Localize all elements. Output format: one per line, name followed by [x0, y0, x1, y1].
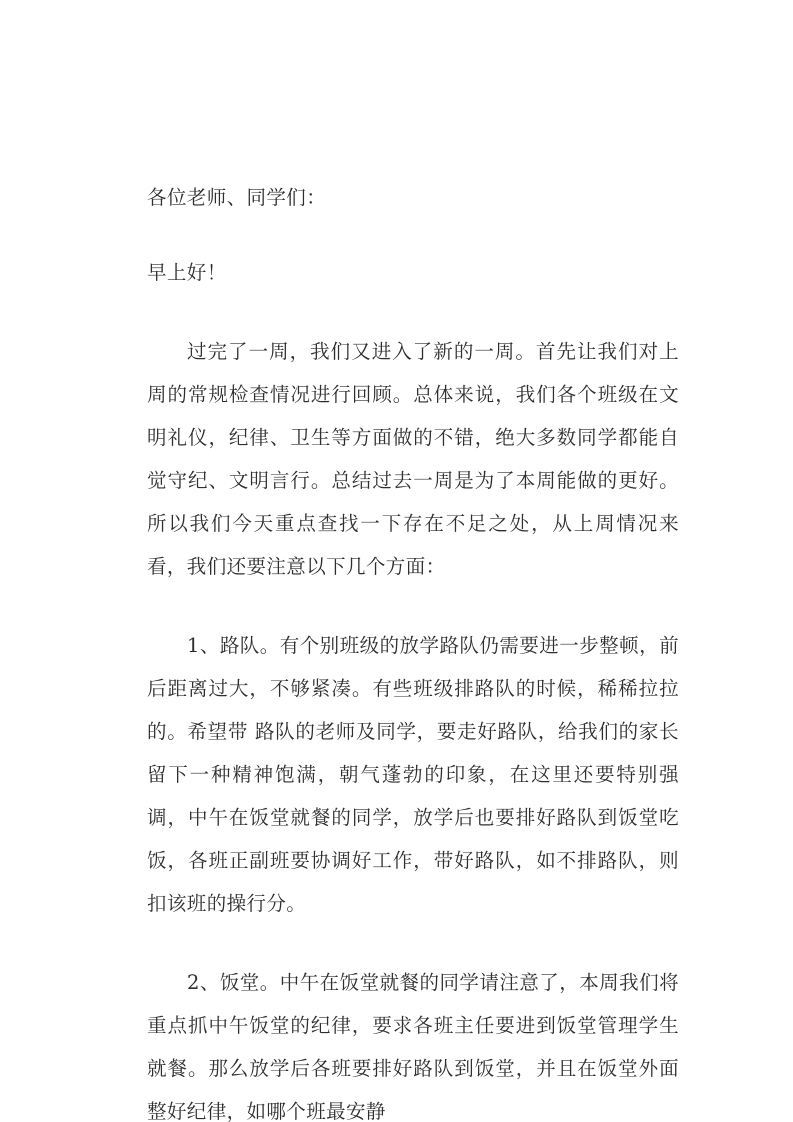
paragraph-salutation: 各位老师、同学们：: [147, 186, 327, 209]
paragraph-greeting: 早上好！: [147, 261, 227, 284]
paragraph-item-lines: 1、路队。有个别班级的放学路队仍需要进一步整顿，前后距离过大，不够紧凑。有些班级排路队的时候，稀稀拉拉的。希望带 路队的老师及同学，要走好路队，给我们的家长留下一种精神饱满，朝气蓬勃的印象，在这里还要特别强调，中午在饭堂就餐的同学，放学后也要排好路队到饭堂吃饭，各班正副班要协调好工作，带好路队，如不排路队，则扣该班的操行分。: [147, 634, 679, 915]
paragraph-intro: 过完了一周，我们又进入了新的一周。首先让我们对上周的常规检查情况进行回顾。总体来说，我们各个班级在文明礼仪，纪律、卫生等方面做的不错，绝大多数同学都能自觉守纪、文明言行。总结过去一周是为了本周能做的更好。所以我们今天重点查找一下存在不足之处，从上周情况来看，我们还要注意以下几个方面：: [147, 340, 679, 578]
paragraph-item-canteen: 2、饭堂。中午在饭堂就餐的同学请注意了，本周我们将重点抓中午饭堂的纪律，要求各班主任要进到饭堂管理学生就餐。那么放学后各班要排好路队到饭堂，并且在饭堂外面整好纪律，如哪个班最安静: [147, 971, 679, 1122]
document-text-body: [147, 176, 679, 1122]
